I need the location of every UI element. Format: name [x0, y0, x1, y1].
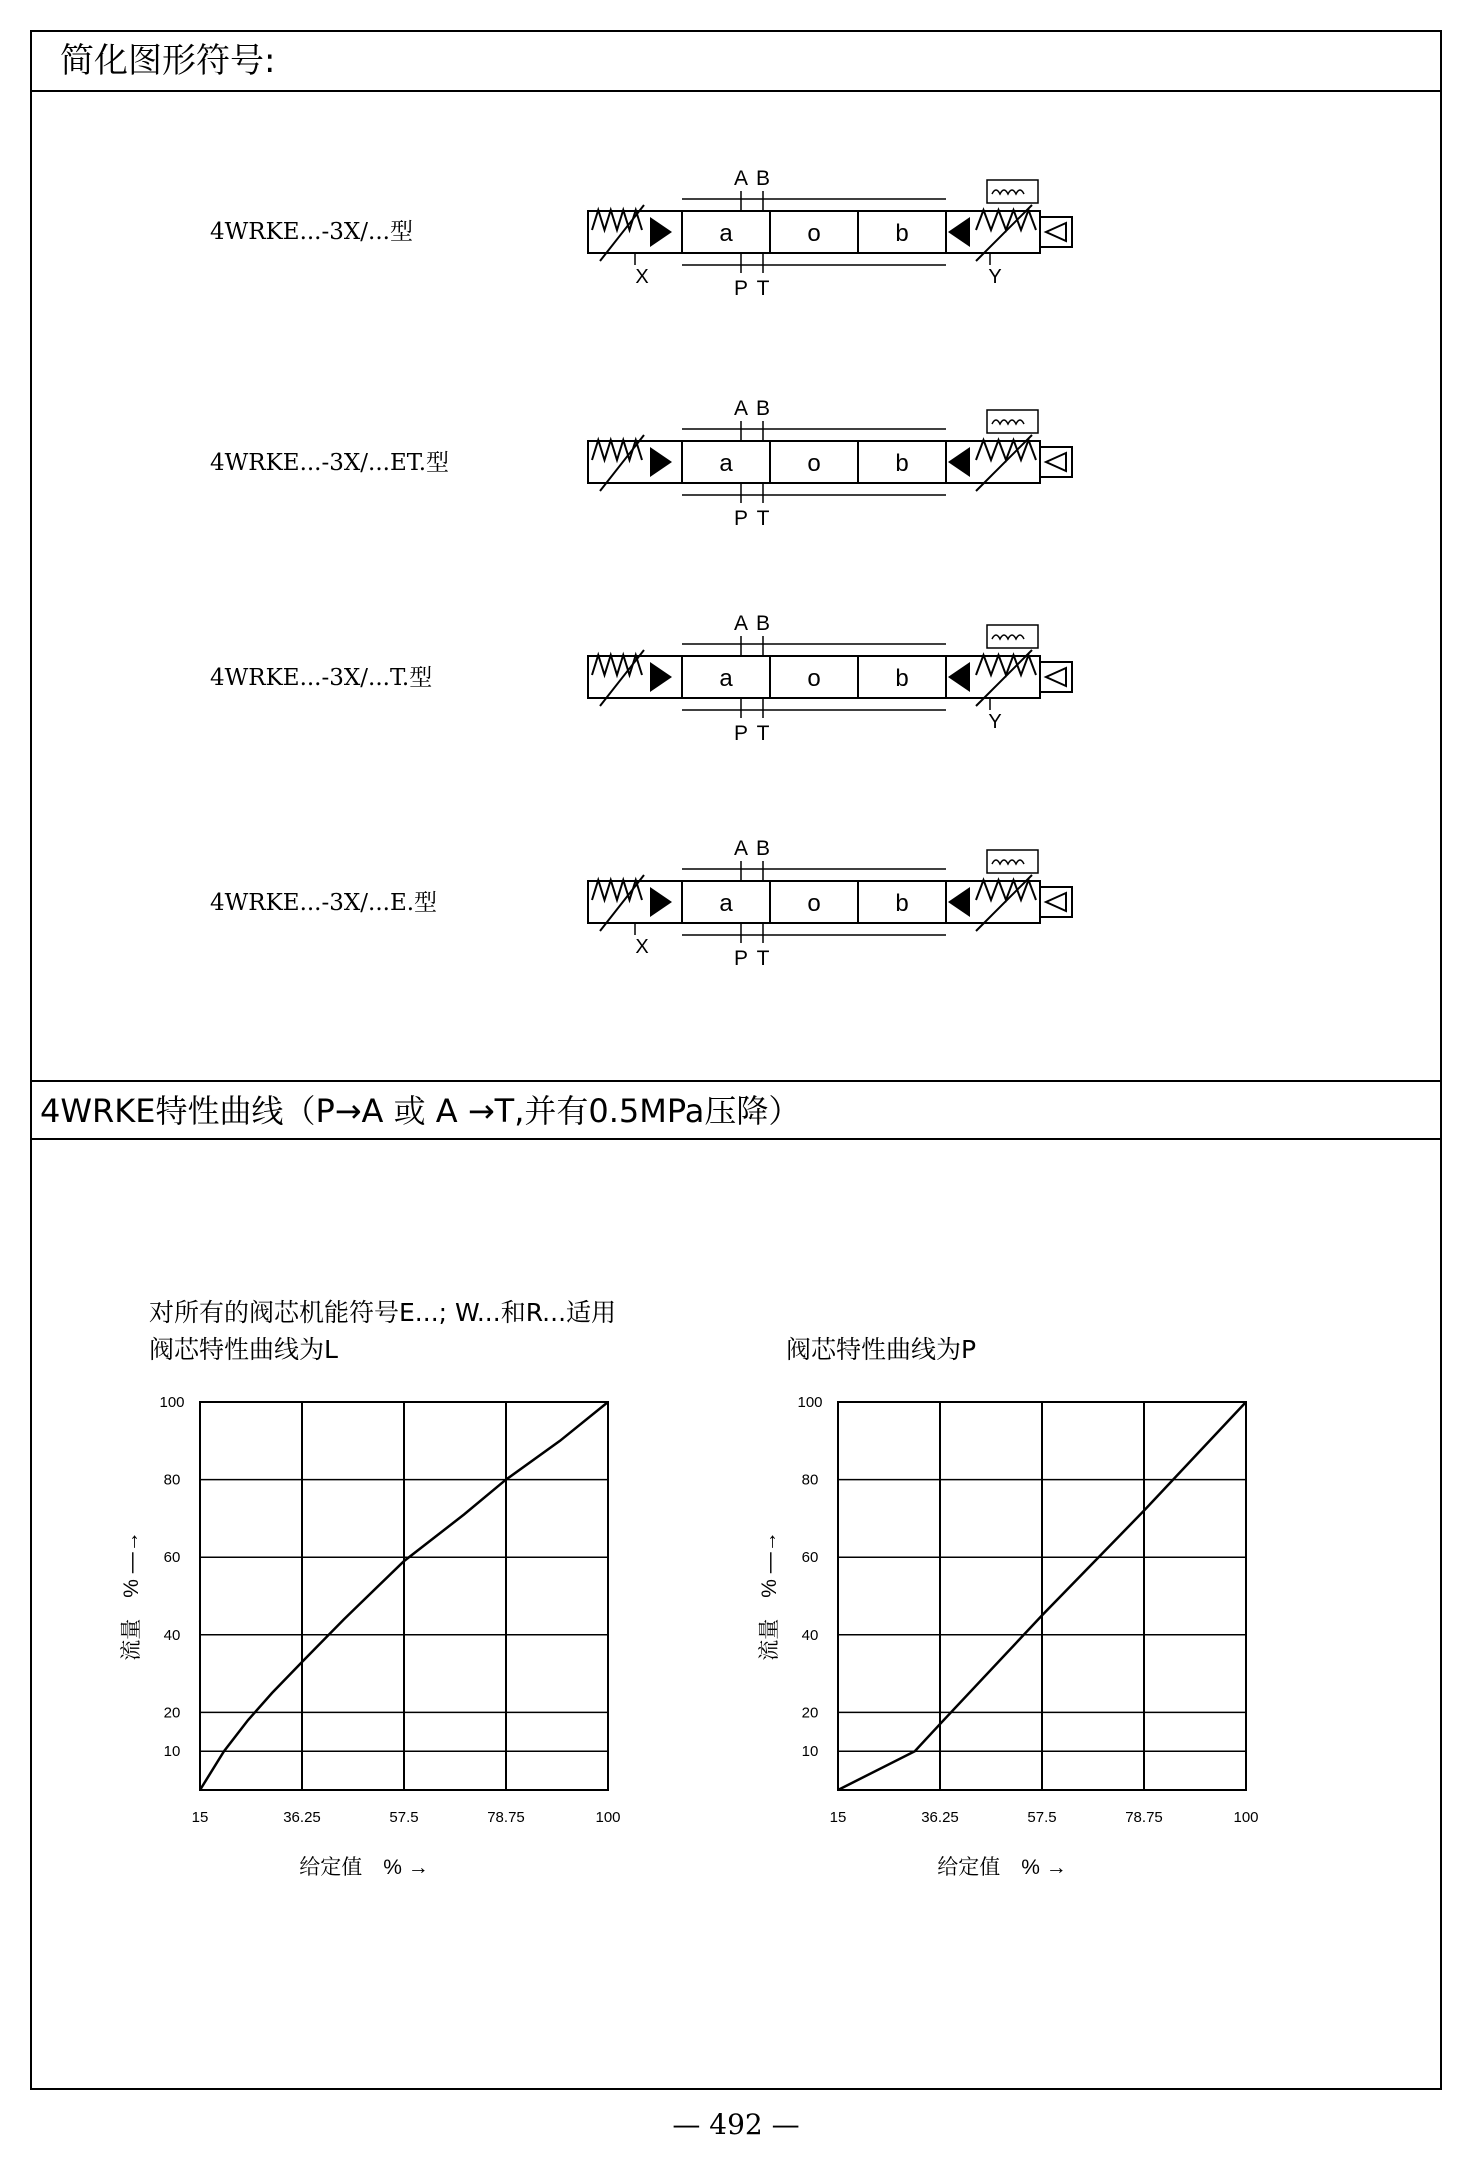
solenoid-icon — [1046, 668, 1066, 686]
x-tick-label: 78.75 — [1125, 1809, 1163, 1826]
chart-note-right-1: 阀芯特性曲线为P — [786, 1335, 977, 1364]
coil-box — [987, 625, 1038, 648]
x-axis-label: 给定值 % → — [299, 1856, 429, 1879]
spring-icon — [592, 440, 642, 460]
page-frame — [30, 30, 1442, 2090]
pilot-triangle-icon — [948, 217, 970, 247]
y-tick-label: 100 — [159, 1394, 185, 1411]
port-a-label: A — [733, 167, 749, 190]
y-tick-label: 40 — [801, 1626, 819, 1644]
coil-box — [987, 410, 1038, 433]
spool-label: a — [719, 890, 733, 917]
y-axis-label: 流量 % —→ — [758, 1531, 781, 1661]
x-tick-label: 57.5 — [389, 1809, 419, 1826]
y-tick-label: 10 — [801, 1743, 819, 1761]
spring-icon — [976, 880, 1036, 900]
y-axis-label: 流量 % —→ — [120, 1531, 143, 1661]
port-p-label: P — [733, 277, 749, 300]
symbol-label-2: 4WRKE...-3X/...ET.型 — [210, 450, 450, 476]
spool-label: b — [895, 890, 909, 917]
y-tick-label: 40 — [163, 1626, 181, 1644]
coil-icon — [992, 635, 1024, 639]
spring-icon — [592, 210, 642, 230]
y-tick-label: 80 — [801, 1471, 819, 1489]
spool-label: a — [719, 665, 733, 692]
port-t-label: T — [756, 722, 770, 745]
x-tick-label: 36.25 — [921, 1809, 959, 1826]
x-tick-label: 36.25 — [283, 1809, 321, 1826]
x-axis-label: 给定值 % → — [937, 1856, 1067, 1879]
spool-label: o — [807, 220, 821, 247]
coil-icon — [992, 860, 1024, 864]
y-tick-label: 80 — [163, 1471, 181, 1489]
spring-icon — [976, 210, 1036, 230]
port-a-label: A — [733, 837, 749, 860]
section-title-symbols: 简化图形符号: — [32, 32, 1440, 92]
pilot-triangle-icon — [948, 887, 970, 917]
y-tick-label: 20 — [163, 1704, 181, 1722]
port-b-label: B — [755, 167, 771, 190]
x-tick-label: 15 — [191, 1809, 209, 1826]
coil-box — [987, 180, 1038, 203]
x-tick-label: 57.5 — [1027, 1809, 1057, 1826]
spring-icon — [592, 655, 642, 675]
port-b-label: B — [755, 397, 771, 420]
spool-label: a — [719, 220, 733, 247]
spool-label: o — [807, 665, 821, 692]
spool-label: b — [895, 450, 909, 477]
pilot-triangle-icon — [650, 662, 672, 692]
solenoid-icon — [1046, 453, 1066, 471]
port-b-label: B — [755, 837, 771, 860]
spring-icon — [976, 440, 1036, 460]
y-tick-label: 20 — [801, 1704, 819, 1722]
spool-label: b — [895, 220, 909, 247]
x-tick-label: 100 — [1233, 1809, 1259, 1826]
port-t-label: T — [756, 277, 770, 300]
pilot-triangle-icon — [650, 887, 672, 917]
y-tick-label: 60 — [163, 1549, 181, 1567]
valve-symbol-1 — [588, 167, 1072, 300]
x-tick-label: 78.75 — [487, 1809, 525, 1826]
y-tick-label: 10 — [163, 1743, 181, 1761]
valve-symbol-4 — [588, 837, 1072, 970]
coil-icon — [992, 420, 1024, 424]
x-tick-label: 100 — [595, 1809, 621, 1826]
y-tick-label: 100 — [797, 1394, 823, 1411]
spool-label: o — [807, 890, 821, 917]
spool-label: b — [895, 665, 909, 692]
solenoid-icon — [1046, 223, 1066, 241]
chart-1 — [120, 1394, 621, 1879]
x-tick-label: 15 — [829, 1809, 847, 1826]
chart-2 — [758, 1394, 1259, 1879]
port-y-label: Y — [988, 266, 1002, 288]
symbol-label-4: 4WRKE...-3X/...E.型 — [210, 890, 438, 916]
port-t-label: T — [756, 507, 770, 530]
port-x-label: X — [635, 266, 649, 288]
pilot-triangle-icon — [650, 217, 672, 247]
section-title-curves: 4WRKE特性曲线（P→A 或 A →T,并有0.5MPa压降） — [32, 1080, 1440, 1140]
valve-symbol-2 — [588, 397, 1072, 530]
port-x-label: X — [635, 936, 649, 958]
y-tick-label: 60 — [801, 1549, 819, 1567]
chart-note-left-1: 对所有的阀芯机能符号E...; W...和R...适用 — [149, 1298, 617, 1327]
spring-icon — [592, 880, 642, 900]
chart-note-left-2: 阀芯特性曲线为L — [149, 1335, 338, 1364]
port-y-label: Y — [988, 711, 1002, 733]
coil-box — [987, 850, 1038, 873]
spool-label: a — [719, 450, 733, 477]
port-p-label: P — [733, 722, 749, 745]
valve-symbol-3 — [588, 612, 1072, 745]
symbol-label-1: 4WRKE...-3X/...型 — [210, 219, 413, 245]
pilot-triangle-icon — [948, 662, 970, 692]
pilot-triangle-icon — [650, 447, 672, 477]
coil-icon — [992, 190, 1024, 194]
port-t-label: T — [756, 947, 770, 970]
port-p-label: P — [733, 507, 749, 530]
spring-icon — [976, 655, 1036, 675]
characteristic-charts — [32, 1372, 1444, 1932]
valve-symbols — [32, 32, 1444, 1072]
port-p-label: P — [733, 947, 749, 970]
port-a-label: A — [733, 397, 749, 420]
page-number: — 492 — — [672, 2108, 800, 2141]
port-a-label: A — [733, 612, 749, 635]
solenoid-icon — [1046, 893, 1066, 911]
pilot-triangle-icon — [948, 447, 970, 477]
symbol-label-3: 4WRKE...-3X/...T.型 — [210, 665, 433, 691]
spool-label: o — [807, 450, 821, 477]
port-b-label: B — [755, 612, 771, 635]
